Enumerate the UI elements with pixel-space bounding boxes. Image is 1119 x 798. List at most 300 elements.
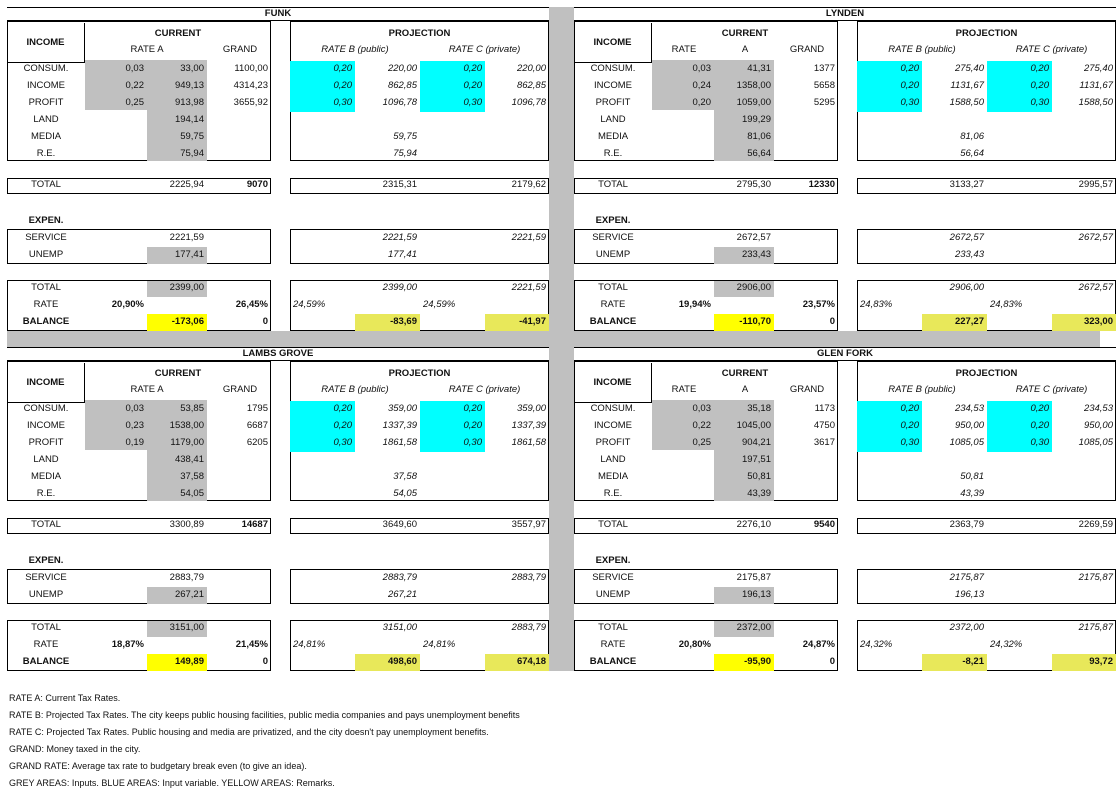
rate-header: RATE — [671, 44, 697, 55]
rate-grand-value: 26,45% — [235, 299, 268, 310]
row-label: PROFIT — [595, 437, 631, 448]
total2-value: 2906,00 — [736, 282, 771, 293]
total-value: 2225,94 — [169, 179, 204, 190]
row-label: INCOME — [27, 80, 65, 91]
value-cell[interactable]: 1045,00 — [736, 420, 771, 431]
service-b: 2672,57 — [949, 232, 984, 243]
grand-cell — [776, 146, 838, 162]
rate-b-cell[interactable]: 0,30 — [900, 97, 919, 108]
value-c-cell — [1052, 112, 1116, 128]
rate-c-cell[interactable]: 0,20 — [1030, 80, 1049, 91]
rate-b-cell[interactable]: 0,20 — [333, 420, 352, 431]
unemp-b: 177,41 — [387, 249, 417, 260]
service-c: 2672,57 — [1078, 232, 1113, 243]
rate-b-header: RATE B (public) — [888, 44, 956, 55]
value-b-cell — [922, 112, 987, 128]
service-label: SERVICE — [25, 232, 67, 243]
expen-label: EXPEN. — [28, 555, 64, 566]
balance-grand-value: 0 — [829, 656, 835, 667]
value-cell[interactable]: 37,58 — [180, 471, 204, 482]
rate-a-value: 18,87% — [111, 639, 144, 650]
unemp-value[interactable]: 196,13 — [741, 589, 771, 600]
unemp-value[interactable]: 267,21 — [174, 589, 204, 600]
grand-cell — [209, 112, 271, 128]
service-label: SERVICE — [592, 572, 634, 583]
row-label: CONSUM. — [590, 403, 636, 414]
unemp-label: UNEMP — [595, 589, 631, 600]
rate-c-cell[interactable]: 0,30 — [1030, 97, 1049, 108]
grand-cell: 6205 — [246, 437, 268, 448]
service-value: 2883,79 — [169, 572, 204, 583]
balance-label: BALANCE — [22, 656, 70, 667]
total-grand: 14687 — [241, 519, 268, 530]
current-header: CURRENT — [154, 28, 202, 39]
rate-cell[interactable] — [652, 112, 714, 128]
service-c: 2883,79 — [511, 572, 546, 583]
grand-cell — [209, 469, 271, 485]
rate-cell[interactable]: 0,24 — [692, 80, 711, 91]
unemp-label: UNEMP — [595, 249, 631, 260]
value-cell[interactable]: 43,39 — [747, 488, 771, 499]
rate-c-cell[interactable]: 0,20 — [463, 420, 482, 431]
rate-c-header: RATE C (private) — [1015, 44, 1088, 55]
current-header: CURRENT — [721, 368, 769, 379]
balance-label: BALANCE — [589, 656, 637, 667]
rate-c-cell[interactable]: 0,30 — [1030, 437, 1049, 448]
value-c-cell — [485, 469, 549, 485]
total-value: 2795,30 — [736, 179, 771, 190]
rate-cell[interactable]: 0,25 — [125, 97, 144, 108]
total-label: TOTAL — [31, 519, 61, 530]
value-c-cell: 862,85 — [516, 80, 546, 91]
total2-label: TOTAL — [598, 282, 628, 293]
total2-value: 3151,00 — [169, 622, 204, 633]
grand-cell: 4314,23 — [233, 80, 268, 91]
value-b-cell — [922, 452, 987, 468]
grand-cell: 1173 — [814, 403, 835, 414]
rate-b-cell[interactable]: 0,20 — [333, 80, 352, 91]
rate-a-value: 19,94% — [678, 299, 711, 310]
income-header: INCOME — [7, 363, 85, 403]
value-b-cell: 59,75 — [393, 131, 417, 142]
rate-cell[interactable] — [652, 486, 714, 502]
balance-b-value: 227,27 — [954, 316, 984, 327]
value-c-cell — [1052, 146, 1116, 162]
rate-c-value: 24,32% — [990, 639, 1023, 650]
total2-c: 2883,79 — [511, 622, 546, 633]
city-title: LAMBS GROVE — [7, 347, 549, 361]
value-cell[interactable]: 1358,00 — [736, 80, 771, 91]
row-label: MEDIA — [30, 471, 62, 482]
rate-label: RATE — [33, 639, 59, 650]
rate-c-cell[interactable] — [420, 112, 485, 128]
value-b-cell: 43,39 — [960, 488, 984, 499]
a-header: A — [741, 384, 749, 395]
rate-c-cell[interactable]: 0,20 — [1030, 403, 1049, 414]
grand-cell — [776, 452, 838, 468]
value-cell[interactable]: 56,64 — [747, 148, 771, 159]
balance-grand-value: 0 — [262, 656, 268, 667]
total2-c: 2221,59 — [511, 282, 546, 293]
note-line: RATE A: Current Tax Rates. — [9, 693, 121, 703]
value-c-cell — [1052, 452, 1116, 468]
rate-c-cell[interactable]: 0,20 — [463, 403, 482, 414]
rate-b-value: 24,59% — [293, 299, 326, 310]
value-c-cell — [485, 146, 549, 162]
rate-cell[interactable] — [652, 129, 714, 145]
rate-cell[interactable]: 0,22 — [692, 420, 711, 431]
row-label: MEDIA — [597, 131, 629, 142]
rate-a-value: 20,80% — [678, 639, 711, 650]
row-label: PROFIT — [28, 97, 64, 108]
rate-b-cell[interactable] — [290, 112, 355, 128]
projection-header: PROJECTION — [955, 368, 1018, 379]
rate-b-cell[interactable]: 0,30 — [333, 437, 352, 448]
service-label: SERVICE — [25, 572, 67, 583]
total2-b: 2906,00 — [949, 282, 984, 293]
value-c-cell: 1337,39 — [511, 420, 546, 431]
total-grand: 9070 — [246, 179, 268, 190]
value-c-cell — [1052, 486, 1116, 502]
value-b-cell: 50,81 — [960, 471, 984, 482]
rate-c-cell[interactable] — [987, 486, 1052, 502]
value-c-cell: 1085,05 — [1078, 437, 1113, 448]
city-title: FUNK — [7, 7, 549, 21]
value-b-cell: 1861,58 — [382, 437, 417, 448]
rate-cell[interactable]: 0,25 — [692, 437, 711, 448]
rate-b-cell[interactable] — [290, 469, 355, 485]
total-label: TOTAL — [598, 519, 628, 530]
value-b-cell: 275,40 — [954, 63, 984, 74]
value-cell[interactable]: 194,14 — [174, 114, 204, 125]
total-grand: 12330 — [808, 179, 835, 190]
expen-label: EXPEN. — [595, 215, 631, 226]
grand-cell: 6687 — [246, 420, 268, 431]
row-label: PROFIT — [595, 97, 631, 108]
rate-c-cell[interactable]: 0,20 — [463, 63, 482, 74]
rate-c-cell[interactable]: 0,30 — [463, 437, 482, 448]
balance-c-value: -41,97 — [519, 316, 546, 327]
total2-value: 2372,00 — [736, 622, 771, 633]
value-b-cell: 1337,39 — [382, 420, 417, 431]
row-label: CONSUM. — [23, 403, 69, 414]
rate-b-cell[interactable]: 0,30 — [333, 97, 352, 108]
value-cell[interactable]: 35,18 — [747, 403, 771, 414]
rate-cell[interactable]: 0,20 — [692, 97, 711, 108]
value-cell[interactable]: 53,85 — [180, 403, 204, 414]
rate-cell[interactable] — [85, 469, 147, 485]
grand-header: GRAND — [222, 384, 258, 395]
city-panel — [574, 347, 1119, 677]
value-cell[interactable]: 913,98 — [174, 97, 204, 108]
value-cell[interactable]: 1179,00 — [170, 437, 204, 448]
unemp-value[interactable]: 177,41 — [174, 249, 204, 260]
grand-cell — [209, 146, 271, 162]
rate-c-cell[interactable]: 0,30 — [463, 97, 482, 108]
value-cell[interactable]: 75,94 — [180, 148, 204, 159]
balance-b-value: 498,60 — [387, 656, 417, 667]
value-c-cell — [485, 112, 549, 128]
grand-cell: 3617 — [813, 437, 835, 448]
value-b-cell: 220,00 — [387, 63, 417, 74]
rate-cell[interactable]: 0,03 — [692, 63, 711, 74]
rate-cell[interactable] — [85, 146, 147, 162]
rate-cell[interactable] — [85, 129, 147, 145]
grand-cell — [209, 452, 271, 468]
rate-header: RATE — [671, 384, 697, 395]
row-label: R.E. — [603, 148, 623, 159]
rate-b-value: 24,32% — [860, 639, 893, 650]
rate-b-cell[interactable]: 0,20 — [900, 403, 919, 414]
grand-cell — [776, 469, 838, 485]
rate-b-cell[interactable]: 0,20 — [900, 63, 919, 74]
rate-c-cell[interactable]: 0,20 — [1030, 63, 1049, 74]
total2-value: 2399,00 — [169, 282, 204, 293]
value-c-cell: 1588,50 — [1078, 97, 1113, 108]
unemp-label: UNEMP — [28, 589, 64, 600]
rate-b-cell[interactable]: 0,30 — [900, 437, 919, 448]
city-panel — [574, 7, 1119, 337]
value-cell[interactable]: 199,29 — [741, 114, 771, 125]
rate-cell[interactable]: 0,03 — [125, 403, 144, 414]
value-cell[interactable]: 59,75 — [180, 131, 204, 142]
rate-cell[interactable] — [85, 486, 147, 502]
value-c-cell: 1131,67 — [1079, 80, 1113, 91]
rate-c-value: 24,83% — [990, 299, 1023, 310]
rate-b-cell[interactable]: 0,20 — [333, 403, 352, 414]
total2-label: TOTAL — [598, 622, 628, 633]
total2-b: 2372,00 — [949, 622, 984, 633]
note-line: RATE C: Projected Tax Rates. Public housing and media are privatized, and the city doesn't pay unemployment benefits. — [9, 727, 489, 737]
rate-cell[interactable] — [652, 146, 714, 162]
note-line: GREY AREAS: Inputs. BLUE AREAS: Input variable. YELLOW AREAS: Remarks. — [9, 778, 335, 788]
value-cell[interactable]: 33,00 — [180, 63, 204, 74]
rate-c-cell[interactable] — [420, 129, 485, 145]
row-label: CONSUM. — [23, 63, 69, 74]
total-grand: 9540 — [813, 519, 835, 530]
rate-cell[interactable] — [652, 452, 714, 468]
rate-grand-value: 24,87% — [802, 639, 835, 650]
row-label: R.E. — [36, 148, 56, 159]
service-value: 2175,87 — [736, 572, 771, 583]
rate-c-value: 24,81% — [423, 639, 456, 650]
rate-cell[interactable] — [652, 469, 714, 485]
value-c-cell: 950,00 — [1083, 420, 1113, 431]
grand-cell — [776, 486, 838, 502]
grand-header: GRAND — [789, 384, 825, 395]
value-c-cell — [1052, 129, 1116, 145]
balance-grand-value: 0 — [829, 316, 835, 327]
rate-b-header: RATE B (public) — [321, 384, 389, 395]
balance-label: BALANCE — [22, 316, 70, 327]
grand-cell — [776, 112, 838, 128]
row-label: LAND — [33, 114, 59, 125]
value-cell[interactable]: 197,51 — [741, 454, 771, 465]
total2-b: 3151,00 — [382, 622, 417, 633]
grand-cell: 5295 — [813, 97, 835, 108]
rate-b-value: 24,83% — [860, 299, 893, 310]
grand-cell: 1377 — [813, 63, 835, 74]
value-b-cell: 56,64 — [960, 148, 984, 159]
service-b: 2175,87 — [949, 572, 984, 583]
grand-cell: 3655,92 — [233, 97, 268, 108]
rate-cell[interactable]: 0,23 — [125, 420, 144, 431]
rate-c-cell[interactable] — [420, 146, 485, 162]
unemp-b: 196,13 — [954, 589, 984, 600]
income-header: INCOME — [574, 23, 652, 63]
value-cell[interactable]: 438,41 — [174, 454, 204, 465]
grand-cell: 1795 — [246, 403, 268, 414]
income-header: INCOME — [7, 23, 85, 63]
rate-b-header: RATE B (public) — [321, 44, 389, 55]
note-line: GRAND: Money taxed in the city. — [9, 744, 141, 754]
grand-cell — [209, 129, 271, 145]
expen-label: EXPEN. — [595, 555, 631, 566]
rate-b-cell[interactable] — [857, 112, 922, 128]
value-c-cell — [485, 486, 549, 502]
income-header: INCOME — [574, 363, 652, 403]
balance-grand-value: 0 — [262, 316, 268, 327]
total2-c: 2672,57 — [1078, 282, 1113, 293]
value-c-cell — [1052, 469, 1116, 485]
rate-b-cell[interactable] — [290, 486, 355, 502]
value-b-cell: 37,58 — [393, 471, 417, 482]
rate-b-cell[interactable] — [290, 129, 355, 145]
rate-cell[interactable]: 0,19 — [125, 437, 144, 448]
balance-c-value: 93,72 — [1089, 656, 1113, 667]
total-b: 2363,79 — [949, 519, 984, 530]
value-b-cell: 862,85 — [387, 80, 417, 91]
row-label: MEDIA — [597, 471, 629, 482]
rate-b-cell[interactable]: 0,20 — [900, 420, 919, 431]
rate-b-cell[interactable] — [857, 469, 922, 485]
value-b-cell: 54,05 — [393, 488, 417, 499]
rate-b-cell[interactable] — [857, 129, 922, 145]
rate-cell[interactable]: 0,22 — [125, 80, 144, 91]
service-c: 2221,59 — [511, 232, 546, 243]
rate-c-cell[interactable]: 0,20 — [463, 80, 482, 91]
value-cell[interactable]: 81,06 — [747, 131, 771, 142]
value-cell[interactable]: 1538,00 — [169, 420, 204, 431]
rate-b-cell[interactable] — [857, 486, 922, 502]
rate-b-header: RATE B (public) — [888, 384, 956, 395]
rate-cell[interactable] — [85, 452, 147, 468]
value-b-cell: 950,00 — [954, 420, 984, 431]
value-cell[interactable]: 50,81 — [747, 471, 771, 482]
city-title: LYNDEN — [574, 7, 1116, 21]
rate-cell[interactable]: 0,03 — [692, 403, 711, 414]
value-b-cell — [355, 452, 420, 468]
value-c-cell: 275,40 — [1083, 63, 1113, 74]
rate-b-cell[interactable] — [857, 146, 922, 162]
rate-grand-value: 23,57% — [802, 299, 835, 310]
rate-b-cell[interactable]: 0,20 — [900, 80, 919, 91]
city-panel — [7, 7, 552, 337]
value-cell[interactable]: 949,13 — [174, 80, 204, 91]
rate-b-cell[interactable]: 0,20 — [333, 63, 352, 74]
projection-header: PROJECTION — [388, 28, 451, 39]
balance-c-value: 674,18 — [516, 656, 546, 667]
rate-cell[interactable] — [85, 112, 147, 128]
service-value: 2221,59 — [169, 232, 204, 243]
row-label: LAND — [600, 454, 626, 465]
rate-a-header: RATE A — [130, 384, 164, 395]
rate-b-cell[interactable] — [290, 146, 355, 162]
rate-c-cell[interactable] — [987, 129, 1052, 145]
rate-c-cell[interactable] — [420, 469, 485, 485]
row-label: LAND — [33, 454, 59, 465]
value-c-cell: 220,00 — [516, 63, 546, 74]
grand-cell: 5658 — [813, 80, 835, 91]
service-b: 2221,59 — [382, 232, 417, 243]
balance-b-value: -83,69 — [390, 316, 417, 327]
rate-b-cell[interactable] — [290, 452, 355, 468]
rate-label: RATE — [33, 299, 59, 310]
balance-c-value: 323,00 — [1083, 316, 1113, 327]
total-c: 2269,59 — [1078, 519, 1113, 530]
value-cell[interactable]: 1059,00 — [736, 97, 771, 108]
rate-a-header: RATE A — [130, 44, 164, 55]
value-cell[interactable]: 904,21 — [741, 437, 771, 448]
value-c-cell: 359,00 — [516, 403, 546, 414]
row-label: INCOME — [594, 80, 632, 91]
total-value: 3300,89 — [169, 519, 204, 530]
rate-c-cell[interactable] — [987, 146, 1052, 162]
balance-a-value: -110,70 — [739, 316, 771, 327]
unemp-b: 233,43 — [954, 249, 984, 260]
grand-header: GRAND — [222, 44, 258, 55]
value-c-cell — [485, 129, 549, 145]
rate-c-cell[interactable] — [987, 112, 1052, 128]
rate-cell[interactable]: 0,03 — [125, 63, 144, 74]
legend-notes — [9, 690, 520, 792]
total2-label: TOTAL — [31, 622, 61, 633]
rate-label: RATE — [600, 299, 626, 310]
value-b-cell: 1588,50 — [949, 97, 984, 108]
value-b-cell: 81,06 — [960, 131, 984, 142]
row-label: CONSUM. — [590, 63, 636, 74]
total2-c: 2175,87 — [1078, 622, 1113, 633]
grand-cell — [209, 486, 271, 502]
service-label: SERVICE — [592, 232, 634, 243]
rate-a-value: 20,90% — [111, 299, 144, 310]
total-b: 3133,27 — [949, 179, 984, 190]
rate-grand-value: 21,45% — [235, 639, 268, 650]
value-cell[interactable]: 54,05 — [180, 488, 204, 499]
row-label: PROFIT — [28, 437, 64, 448]
note-line: RATE B: Projected Tax Rates. The city keeps public housing facilities, public media companies and pays unemployment benefits — [9, 710, 520, 720]
rate-c-cell[interactable]: 0,20 — [1030, 420, 1049, 431]
unemp-value[interactable]: 233,43 — [741, 249, 771, 260]
grand-header: GRAND — [789, 44, 825, 55]
rate-label: RATE — [600, 639, 626, 650]
value-cell[interactable]: 41,31 — [747, 63, 771, 74]
rate-c-header: RATE C (private) — [1015, 384, 1088, 395]
rate-c-cell[interactable] — [987, 452, 1052, 468]
value-b-cell: 359,00 — [387, 403, 417, 414]
city-title: GLEN FORK — [574, 347, 1116, 361]
row-label: INCOME — [27, 420, 65, 431]
rate-c-cell[interactable] — [987, 469, 1052, 485]
total-label: TOTAL — [598, 179, 628, 190]
rate-b-cell[interactable] — [857, 452, 922, 468]
balance-a-value: 149,89 — [174, 656, 204, 667]
rate-b-value: 24,81% — [293, 639, 326, 650]
row-label: LAND — [600, 114, 626, 125]
rate-c-cell[interactable] — [420, 486, 485, 502]
grand-cell: 4750 — [813, 420, 835, 431]
rate-c-cell[interactable] — [420, 452, 485, 468]
